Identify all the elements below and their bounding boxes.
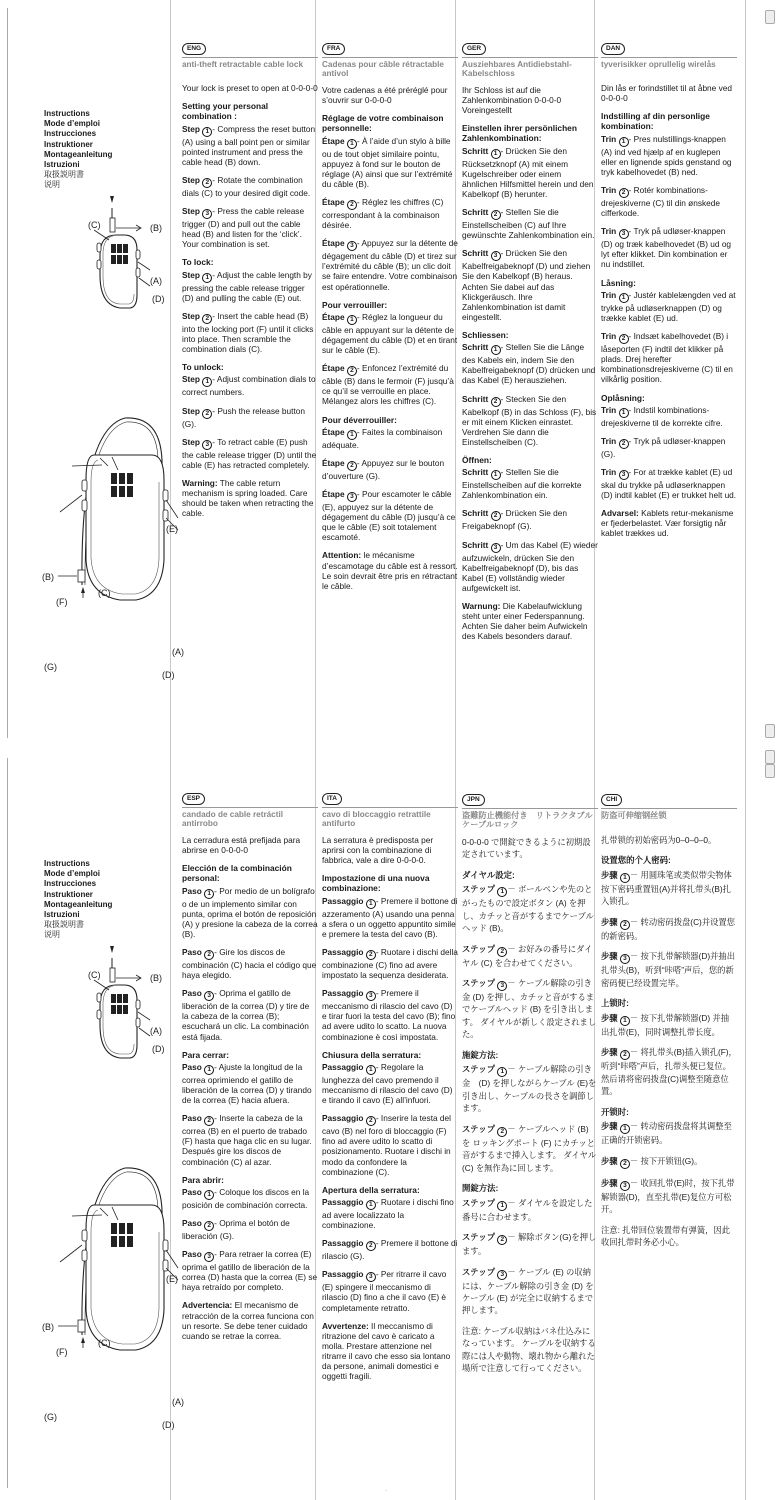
intro-text: La serratura è predisposta per aprirsi con la combinazione di fabbrica, vale a dire 0-0-0-0.: [322, 834, 434, 866]
step-text: Step 2 - Insert the cable head (B) into the locking port (F) until it clicks into place. Then scramble the combination dials (C).: [182, 310, 314, 355]
section-heading: Indstilling af din personlige kombination:: [601, 111, 710, 132]
step-text: 步骤 1 － 用圆珠笔或类似带尖物体按下密码重置钮(A)并将扎带头(B)扎入锁孔。: [601, 870, 732, 907]
step-text: Trin 1 - Pres nulstillings-knappen (A) ind ved hjælp af en kuglepen eller en lignende spids genstand og tryk kabelhovedet (B) ned.: [601, 133, 732, 177]
step-number-icon: 1: [497, 887, 507, 897]
product-title: Ausziehbares Antidiebstahl-Kabelschloss: [462, 57, 598, 79]
label-b2: (B): [42, 572, 54, 582]
intro-text: 扎带锁的初始密码为0–0–0–0。: [601, 835, 717, 845]
language-tag: JPN: [462, 794, 485, 806]
step-number-icon: 2: [366, 950, 376, 960]
lock-diagram-large: [58, 418, 178, 600]
lock-diagram-small: [94, 196, 150, 308]
step-number-icon: 2: [347, 366, 357, 376]
language-tag: FRA: [322, 43, 345, 55]
step-number-icon: 1: [202, 273, 212, 283]
step-number-icon: 1: [491, 470, 501, 480]
step-number-icon: 3: [366, 991, 376, 1001]
label-g: (G): [44, 662, 57, 672]
step-number-icon: 3: [620, 954, 630, 964]
step-text: Schritt 1 - Stellen Sie die Länge des Kabels ein, indem Sie den Kabelfreigabeknopf (D) drücken und das Kabel (E) herausziehen.: [462, 342, 596, 386]
step-number-icon: 2: [204, 950, 214, 960]
step-text: Paso 3 - Oprima el gatillo de liberación de la correa (D) y tire de la cabeza de la correa (B); escuchará un clic. La combinación está fijada.: [182, 988, 310, 1042]
step-text: ステップ 1 － ダイヤルを設定した番号に合わせます。: [462, 1197, 593, 1222]
intro-text: 0-0-0-0 で開錠できるように初期設定されています。: [462, 836, 591, 860]
step-text: 步骤 1 － 按下扎带解锁器(D) 并抽出扎带(E)，同时调整扎带长度。: [601, 1012, 730, 1037]
warning-text: Warnung: Die Kabelaufwicklung steht unter einer Federspannung. Achten Sie daher beim Aufwickeln des Kabels besonders darauf.: [462, 600, 588, 642]
step-number-icon: 2: [204, 1116, 214, 1126]
step-number-icon: 2: [491, 210, 501, 220]
step-number-icon: 1: [347, 315, 357, 325]
step-number-icon: 2: [620, 1159, 630, 1169]
section-heading: 开锁时:: [601, 1106, 629, 1117]
intro-text: La cerradura está prefijada para abrirse en 0-0-0-0: [182, 834, 301, 855]
step-number-icon: 3: [204, 991, 214, 1001]
step-text: Paso 2 - Oprima el botón de liberación (G).: [182, 1218, 290, 1241]
step-number-icon: 2: [202, 409, 212, 419]
step-number-icon: 3: [202, 440, 212, 450]
section-heading: 開錠方法:: [462, 1183, 499, 1194]
section-heading: ダイヤル設定:: [462, 869, 515, 880]
section-heading: Öffnen:: [462, 454, 492, 465]
step-text: ステップ 2 － お好みの番号にダイヤル (C) を合わせてください。: [462, 943, 593, 968]
step-text: Trin 1 - Justér kablelængden ved at trykke på udløserknappen (D) og trække kablet (E) ud.: [601, 289, 736, 323]
step-number-icon: 1: [497, 1067, 507, 1077]
label-b: (B): [150, 223, 162, 233]
step-number-icon: 1: [366, 1065, 376, 1075]
label-a: (A): [150, 1026, 162, 1036]
instructions-heading: Instructions Mode d’emploi Instrucciones Instruktioner Montageanleitung Istruzioni 取扱説明書 说明: [44, 859, 113, 940]
step-number-icon: 2: [620, 1050, 630, 1060]
step-number-icon: 1: [619, 293, 629, 303]
step-text: Schritt 2 - Stellen Sie die Einstellscheiben (C) auf Ihre gewünschte Zahlenkombination ein.: [462, 207, 595, 241]
column-jpn: [462, 792, 601, 1383]
step-number-icon: 1: [619, 408, 629, 418]
step-number-icon: 1: [620, 1016, 630, 1026]
product-title: cavo di bloccaggio retrattile antifurto: [322, 807, 458, 829]
step-number-icon: 1: [619, 137, 629, 147]
step-number-icon: 1: [347, 139, 357, 149]
step-number-icon: 3: [204, 1252, 214, 1262]
section-heading: Apertura della serratura:: [322, 1184, 420, 1195]
section-heading: Setting your personal combination :: [182, 101, 269, 122]
step-text: Step 3 - Press the cable release trigger (D) and pull out the cable head (B) and listen for the ‘click’. Your combination is set.: [182, 206, 305, 250]
label-c2: (C): [98, 588, 111, 598]
section-heading: To unlock:: [182, 362, 224, 373]
step-text: 步骤 1 － 转动密码拨盘将其调整至正确的开锁密码。: [601, 1121, 732, 1146]
step-text: Passaggio 2 - Inserire la testa del cavo (B) nel foro di bloccaggio (F) fino ad avere udito lo scatto di posizionamento. Ruotare i dischi in modo da confondere la combinazione (C).: [322, 1113, 451, 1177]
step-text: 步骤 2 － 按下开锁钮(G)。: [601, 1155, 703, 1167]
step-text: Paso 2 - Gire los discos de combinación (C) hacia el código que haya elegido.: [182, 946, 317, 981]
step-number-icon: 2: [497, 1235, 507, 1245]
step-number-icon: 3: [619, 470, 629, 480]
label-c2: (C): [98, 1338, 111, 1348]
step-text: Schritt 1 - Drücken Sie den Rücksetzknopf (A) mit einem Kugelschreiber oder einem ähnlichen Hilfsmittel herein und den Kabelkopf (B) herunter.: [462, 145, 594, 199]
label-e: (E): [166, 524, 178, 534]
section-heading: Para abrir:: [182, 1174, 224, 1185]
column-ger: [462, 42, 598, 649]
column-chi: [601, 792, 737, 1256]
label-g: (G): [44, 1412, 57, 1422]
column-esp: [182, 792, 318, 1349]
product-title: Cadenas pour câble rétractable antivol: [322, 57, 458, 79]
step-text: Étape 3 - Pour escamoter le câble (E), appuyez sur la détente de dégagement du câble (D) jusqu’à ce que le câble (E) soit totalement escamoté.: [322, 489, 456, 543]
warning-text: Attention: le mécanisme d’escamotage du câble est à ressort. Le soin devrait être pris en rétractant le câble.: [322, 550, 458, 591]
step-text: Paso 1 - Coloque los discos en la posición de combinación correcta.: [182, 1186, 310, 1210]
step-text: Passaggio 3 - Premere il meccanismo di rilascio del cavo (D) e tirar fuori la testa del cavo (B); fino ad avere udito lo scatto. La nuova combinazione è così impostata.: [322, 988, 456, 1042]
step-text: Passaggio 2 - Premere il bottone di rilascio (G).: [322, 1238, 458, 1262]
step-text: ステップ 2 － ケーブルヘッド (B) を ロッキングポート (F) にカチッと音がするまで挿入します。 ダイヤル (C) を無作為に回します。: [462, 1123, 597, 1173]
step-number-icon: 1: [204, 1190, 214, 1200]
section-heading: Pour verrouiller:: [322, 299, 388, 310]
step-number-icon: 3: [202, 209, 212, 219]
step-text: Step 3 - To retract cable (E) push the cable release trigger (D) until the cable (E) has retracted completely.: [182, 436, 317, 470]
column-dan: [601, 42, 737, 547]
intro-text: Votre cadenas a été préréglé pour s’ouvrir sur 0-0-0-0: [322, 84, 448, 105]
step-text: Trin 3 - For at trække kablet (E) ud skal du trykke på udløserknappen (D) indtil kablet (E) er trukket helt ud.: [601, 466, 737, 501]
step-text: Paso 2 - Inserte la cabeza de la correa (B) en el puerto de trabado (F) hasta que haga clic en su lugar. Después gire los discos de combinación (C) al azar.: [182, 1113, 312, 1167]
section-heading: Elección de la combinación personal:: [182, 863, 292, 884]
step-number-icon: 2: [620, 920, 630, 930]
label-f: (F): [56, 597, 68, 607]
lock-diagram: [40, 850, 190, 1432]
step-number-icon: 2: [347, 200, 357, 210]
step-number-icon: 3: [347, 492, 357, 502]
section-heading: Para cerrar:: [182, 1049, 230, 1060]
step-text: Step 2 - Push the release button (G).: [182, 405, 306, 429]
lock-diagram-small: [94, 946, 150, 1058]
step-text: Passaggio 2 - Ruotare i dischi della combinazione (C) fino ad avere impostato la sequenza desiderata.: [322, 946, 458, 981]
step-number-icon: 3: [491, 543, 501, 553]
step-text: Schritt 2 - Drücken Sie den Freigabeknopf (G).: [462, 508, 568, 532]
section-heading: Schliessen:: [462, 329, 509, 340]
step-text: Step 1 - Adjust the cable length by pressing the cable release trigger (D) and pulling the cable (E) out.: [182, 269, 312, 303]
step-number-icon: 1: [204, 1065, 214, 1075]
step-number-icon: 1: [366, 1200, 376, 1210]
step-text: Schritt 3 - Um das Kabel (E) wieder aufzuwickeln, drücken Sie den Kabelfreigabeknopf (D), bis das Kabel (E) vollständig wieder aufgewickelt ist.: [462, 539, 598, 593]
instructions-heading: Instructions Mode d’emploi Instrucciones Instruktioner Montageanleitung Istruzioni 取扱説明書 说明: [44, 109, 113, 190]
intro-text: Ihr Schloss ist auf die Zahlenkombination 0-0-0-0 Voreingestellt: [462, 84, 562, 116]
lock-diagram-large: [58, 1168, 178, 1350]
step-text: Passaggio 3 - Per ritrarre il cavo (E) spingere il meccanismo di rilascio (D) fino a che il cavo (E) è completamente retratto.: [322, 1269, 447, 1313]
step-text: Étape 1 - À l’aide d’un stylo à bille ou de tout objet similaire pointu, appuyez à fond sur le bouton de réglage (A) ainsi que sur l’extrémité du câble (B).: [322, 135, 453, 189]
step-number-icon: 3: [497, 981, 507, 991]
step-number-icon: 3: [620, 1181, 630, 1191]
section-heading: Oplåsning:: [601, 392, 645, 403]
product-title: anti-theft retractable cable lock: [182, 57, 318, 77]
step-number-icon: 3: [497, 1270, 507, 1280]
language-tag: DAN: [601, 43, 625, 55]
section-heading: 上锁时:: [601, 998, 629, 1009]
step-number-icon: 1: [620, 1124, 630, 1134]
step-text: Étape 2 - Appuyez sur le bouton d’ouverture (G).: [322, 457, 445, 481]
step-text: Step 1 - Adjust combination dials to correct numbers.: [182, 374, 316, 398]
label-d: (D): [152, 294, 165, 304]
step-text: Trin 3 - Tryk på udløser-knappen (D) og træk kabelhovedet (B) ud og lyt efter klikket. Din kombination er nu indstillet.: [601, 226, 732, 270]
section-heading: Réglage de votre combinaison personnelle:: [322, 113, 444, 134]
step-number-icon: 3: [619, 229, 629, 239]
step-text: Trin 2 - Rotér kombinations-drejeskiverne (C) til din ønskede cifferkode.: [601, 185, 720, 219]
step-text: 步骤 2 － 转动密码拨盘(C)并设置您的新密码。: [601, 916, 736, 941]
step-text: Step 2 - Rotate the combination dials (C) to your desired digit code.: [182, 174, 311, 198]
step-text: Schritt 2 - Stecken Sie den Kabelkopf (B) in das Schloss (F), bis er mit einem Klicken einrastet. Verdrehen Sie dann die Einstellscheiben (C).: [462, 393, 597, 447]
step-number-icon: 1: [497, 1201, 507, 1211]
step-number-icon: 3: [491, 251, 501, 261]
product-title: tyverisikker oprullelig wirelås: [601, 57, 737, 77]
step-number-icon: 2: [619, 188, 629, 198]
warning-text: Advertencia: El mecanismo de retracción de la correa funciona con un resorte. Se debe tener cuidado cuando se retrae la correa.: [182, 1300, 314, 1341]
step-text: Paso 3 - Para retraer la correa (E) oprima el gatillo de liberación de la correa (D) hasta que la correa (E) se haya retraído por completo.: [182, 1249, 318, 1293]
language-tag: GER: [462, 43, 486, 55]
warning-text: Advarsel: Kablets retur-mekanisme er fjederbelastet. Vær forsigtig når kablet trækkes ud.: [601, 508, 734, 539]
label-d: (D): [152, 1044, 165, 1054]
step-number-icon: 2: [366, 1241, 376, 1251]
label-c: (C): [88, 220, 101, 230]
section-heading: Låsning:: [601, 277, 636, 288]
section-heading: To lock:: [182, 257, 214, 268]
step-text: Passaggio 1 - Premere il bottone di azzeramento (A) usando una penna a sfera o un oggetto appuntito simile e premere la testa del cavo (B).: [322, 895, 458, 939]
label-d2: (D): [162, 670, 175, 680]
label-b2: (B): [42, 1322, 54, 1332]
step-text: ステップ 1 － ボールペンや先のとがったもので設定ボタン (A) を押し、カチッと音がするまでケーブルヘッド (B)。: [462, 884, 594, 934]
step-text: 步骤 3 － 按下扎带解锁器(D)并抽出扎带头(B)，听到“咔嗒”声后，您的新密码便已经设置完毕。: [601, 951, 736, 988]
product-title: 盗難防止機能付き リトラクタブル ケーブルロック: [462, 808, 598, 830]
step-text: Trin 2 - Tryk på udløser-knappen (G).: [601, 435, 726, 459]
step-number-icon: 2: [347, 461, 357, 471]
sheet-bottom: Instructions Mode d’emploi Instrucciones Instruktioner Montageanleitung Istruzioni 取扱説明書 说明 (C) (B) (A) (D) (E) (B) (C) (F) (G) (A) (D) ESP candado de cable retráctil antirrobo La cerradura está prefijada para abrirse en 0-0-0-0 Elección de la combinación personal: Paso 1 - Por medio de un bolígrafo o de un implemento similar con punta, oprima el botón de reposición (A) y presione la cabeza de la correa (B). Paso 2 - Gire los discos de combinación (C) hacia el código que haya elegido. Paso 3 - Oprima el gatillo de liberación de la correa (D) y tire de la cabeza de la correa (B); escuchará un clic. La combinación está fijada. Para cerrar: Paso 1 - Ajuste la longitud de la correa oprimiendo el gatillo de liberación de la correa (D) y tirando de la correa (E) hacia afuera. Paso 2 - Inserte la cabeza de la correa (B) en el puerto de trabado (F) hasta que haga clic en su lugar. Después gire los discos de combinación (C) al azar. Para abrir: Paso 1 - Coloque los discos en la posición de combinación correcta. Paso 2 - Oprima el botón de liberación (G). Paso 3 - Para retraer la correa (E) oprima el gatillo de liberación de la correa (D) hasta que la correa (E) se haya retraído por completo. Advertencia: El mecanismo de retracción de la correa funciona con un resorte. Se debe tener cuidado cuando se retrae la correa. ITA cavo di bloccaggio retrattile antifurto La serratura è predisposta per aprirsi con la combinazione di fabbrica, vale a dire 0-0-0-0. Impostazione di una nuova combinazione: Passaggio 1 - Premere il bottone di azzeramento (A) usando una penna a sfera o un oggetto appuntito simile e premere la testa del cavo (B). Passaggio 2 - Ruotare i dischi della combinazione (C) fino ad avere impostato la sequenza desiderata. Passaggio 3 - Premere il meccanismo di rilascio del cavo (D) e tirar fuori la testa del cavo (B); fino ad avere udito lo scatto. La nuova combinazione è così impostata. Chiusura della serratura: Passaggio 1 - Regolare la lunghezza del cavo premendo il meccanismo di rilascio del cavo (D) e tirando il cavo (E) all’infuori. Passaggio 2 - Inserire la testa del cavo (B) nel foro di bloccaggio (F) fino ad avere udito lo scatto di posizionamento. Ruotare i dischi in modo da confondere la combinazione (C). Apertura della serratura: Passaggio 1 - Ruotare i dischi fino ad avere localizzato la combinazione. Passaggio 2 - Premere il bottone di rilascio (G). Passaggio 3 - Per ritrarre il cavo (E) spingere il meccanismo di rilascio (D) fino a che il cavo (E) è completamente retratto. Avvertenze: Il meccanismo di ritrazione del cavo è caricato a molla. Prestare attenzione nel ritrarre il cavo che esso sia lontano da persone, animali domestici e oggetti fragili. JPN 盗難防止機能付き リトラクタブル ケーブルロック 0-0-0-0 で開錠できるように初期設定されています。 ダイヤル設定: ステップ 1 － ボールペンや先のとがったもので設定ボタン (A) を押し、カチッと音がするまでケーブルヘッド (B)。 ステップ 2 － お好みの番号にダイヤル (C) を合わせてください。 ステップ 3 － ケーブル解除の引き金 (D) を押し、カチッと音がするまでケーブルヘッド (B) を引き出します。 ダイヤルが新しく設定されました。 施錠方法: ステップ 1 － ケーブル解除の引き金 (D) を押しながらケーブル (E)を引き出し、ケーブルの長さを調節します。 ステップ 2 － ケーブルヘッド (B) を ロッキングポート (F) にカチッと音がするまで挿入します。 ダイヤル (C) を無作為に回します。 開錠方法: ステップ 1 － ダイヤルを設定した番号に合わせます。 ステップ 2 － 解除ボタン(G)を押します。 ステップ 3 － ケーブル (E) の収納には、ケーブル解除の引き金 (D) を ケーブル (E) が完全に収納するまで押します。 注意: ケーブル収納はバネ仕込みになっています。 ケーブルを収納する際には人や動物、壊れ物から離れた場所で注意して行ってください。 CHI 防盗可伸缩钢丝锁 扎带锁的初始密码为0–0–0–0。 设置您的个人密码: 步骤 1 － 用圆珠笔或类似带尖物体按下密码重置钮(A)并将扎带头(B)扎入锁孔。 步骤 2 － 转动密码拨盘(C)并设置您的新密码。 步骤 3 － 按下扎带解锁器(D)并抽出扎带头(B)，听到“咔嗒”声后，您的新密码便已经设置完毕。 上锁时: 步骤 1 － 按下扎带解锁器(D) 并抽出扎带(E)，同时调整扎带长度。 步骤 2 － 将扎带头(B)插入锁孔(F)，听到“咔嗒”声后，扎带头便已复位。然后请将密码拨盘(C)调整至随意位置。 开锁时: 步骤 1 － 转动密码拨盘将其调整至正确的开锁密码。 步骤 2 － 按下开锁钮(G)。 步骤 3 － 收回扎带(E)时，按下扎带解锁器(D)，直至扎带(E)复位方可松开。 注意: 扎带回位装置带有弹簧，因此收回扎带时务必小心。 ·: [0, 750, 776, 1500]
step-text: Step 1 - Compress the reset button (A) using a ball point pen or similar pointed instrument and press the cable head (B) down.: [182, 123, 316, 167]
step-number-icon: 1: [347, 430, 357, 440]
step-number-icon: 2: [366, 1116, 376, 1126]
step-number-icon: 2: [619, 439, 629, 449]
step-text: Étape 2 - Réglez les chiffres (C) correspondant à la combinaison désirée.: [322, 196, 444, 231]
section-heading: Einstellen ihrer persönlichen Zahlenkombination:: [462, 123, 577, 144]
product-title: 防盗可伸缩钢丝锁: [601, 808, 737, 828]
step-number-icon: 1: [491, 149, 501, 159]
lock-diagram: [40, 100, 190, 682]
step-number-icon: 1: [202, 127, 212, 137]
label-b: (B): [150, 973, 162, 983]
step-number-icon: 1: [491, 345, 501, 355]
step-number-icon: 2: [497, 1127, 507, 1137]
label-a2: (A): [172, 647, 184, 657]
warning-text: 注意: ケーブル収納はバネ仕込みになっています。 ケーブルを収納する際には人や動物、壊れ物から離れた場所で注意して行ってください。: [462, 1325, 596, 1374]
column-eng: [182, 42, 318, 526]
section-heading: Chiusura della serratura:: [322, 1049, 422, 1060]
step-text: Étape 1 - Réglez la longueur du câble en appuyant sur la détente de dégagement du câble (D) et en tirant sur le câble (E).: [322, 311, 458, 356]
step-number-icon: 2: [204, 1221, 214, 1231]
step-number-icon: 1: [366, 899, 376, 909]
label-f: (F): [56, 1347, 68, 1357]
step-number-icon: 3: [366, 1272, 376, 1282]
step-text: Trin 1 - Indstil kombinations-drejeskiverne til de korrekte cifre.: [601, 404, 723, 428]
column-ita: [322, 792, 458, 1389]
step-number-icon: 1: [204, 889, 214, 899]
section-heading: Impostazione di una nuova combinazione:: [322, 873, 430, 894]
step-text: ステップ 2 － 解除ボタン(G)を押します。: [462, 1232, 597, 1257]
step-text: ステップ 1 － ケーブル解除の引き金 (D) を押しながらケーブル (E)を引き出し、ケーブルの長さを調節します。: [462, 1064, 597, 1114]
language-tag: ESP: [182, 793, 205, 805]
intro-text: Din lås er forindstillet til at åbne ved 0-0-0-0: [601, 83, 732, 104]
label-a: (A): [150, 276, 162, 286]
step-text: 步骤 2 － 将扎带头(B)插入锁孔(F)，听到“咔嗒”声后，扎带头便已复位。然后请将密码拨盘(C)调整至随意位置。: [601, 1047, 737, 1097]
step-text: Étape 3 - Appuyez sur la détente de dégagement du câble (D) et tirez sur l’extrémité du câble (B); un clic doit se faire entendre. Votre combinaison est opérationnelle.: [322, 238, 458, 292]
step-number-icon: 3: [347, 241, 357, 251]
step-text: Trin 2 - Indsæt kabelhovedet (B) i låseporten (F) indtil det klikker på plads. Drej herefter kombinationsdrejeskiverne (C) til en vilkårlig position.: [601, 331, 733, 385]
section-heading: 设置您的个人密码:: [601, 855, 671, 866]
section-heading: Pour déverrouiller:: [322, 414, 397, 425]
step-text: ステップ 3 － ケーブル (E) の収納には、ケーブル解除の引き金 (D) を ケーブル (E) が完全に収納するまで押します。: [462, 1266, 594, 1316]
step-text: Schritt 3 - Drücken Sie den Kabelfreigabeknopf (D) und ziehen Sie den Kabelkopf (B) heraus. Achten Sie dabei auf das Klickgeräusch. Ihre Zahlenkombination ist damit eingestellt.: [462, 248, 591, 322]
label-d2: (D): [162, 1420, 175, 1430]
step-text: Étape 1 - Faites la combinaison adéquate.: [322, 426, 443, 450]
language-tag: ENG: [182, 43, 206, 55]
step-text: ステップ 3 － ケーブル解除の引き金 (D) を押し、カチッと音がするまでケーブルヘッド (B) を引き出します。 ダイヤルが新しく設定されました。: [462, 978, 597, 1040]
label-c: (C): [88, 970, 101, 980]
step-text: Passaggio 1 - Regolare la lunghezza del cavo premendo il meccanismo di rilascio del cavo (D) e tirando il cavo (E) all’infuori.: [322, 1061, 453, 1106]
step-number-icon: 1: [202, 377, 212, 387]
label-e: (E): [166, 1274, 178, 1284]
step-number-icon: 2: [202, 178, 212, 188]
language-tag: ITA: [322, 793, 342, 805]
step-number-icon: 1: [620, 873, 630, 883]
section-heading: 施錠方法:: [462, 1049, 499, 1060]
step-number-icon: 2: [202, 314, 212, 324]
step-text: Passaggio 1 - Ruotare i dischi fino ad avere localizzato la combinazione.: [322, 1197, 454, 1231]
step-text: Paso 1 - Ajuste la longitud de la correa oprimiendo el gatillo de liberación de la correa (D) y tirando de la correa (E) hacia afuera.: [182, 1061, 312, 1106]
language-tag: CHI: [601, 794, 622, 806]
step-number-icon: 2: [619, 334, 629, 344]
warning-text: Warning: The cable return mechanism is spring loaded. Care should be taken when retracting the cable.: [182, 477, 314, 519]
step-text: Paso 1 - Por medio de un bolígrafo o de un implemento similar con punta, oprima el botón de reposición (A) y presione la cabeza de la correa (B).: [182, 885, 318, 939]
warning-text: Avvertenze: Il meccanismo di ritrazione del cavo è caricato a molla. Prestare attenzione nel ritrarre il cavo che esso sia lontano da persone, animali domestici e oggetti fragili.: [322, 1320, 451, 1382]
warning-text: 注意: 扎带回位装置带有弹簧，因此收回扎带时务必小心。: [601, 1224, 731, 1247]
column-fra: [322, 42, 458, 599]
step-number-icon: 2: [491, 397, 501, 407]
label-a2: (A): [172, 1397, 184, 1407]
step-text: Schritt 1 - Stellen Sie die Einstellscheiben auf die korrekte Zahlenkombination ein.: [462, 467, 582, 501]
product-title: candado de cable retráctil antirrobo: [182, 807, 318, 829]
step-text: 步骤 3 － 收回扎带(E)时，按下扎带解锁器(D)，直至扎带(E)复位方可松开。: [601, 1177, 735, 1215]
step-number-icon: 2: [497, 947, 507, 957]
step-text: Étape 2 - Enfoncez l’extrémité du câble (B) dans le fermoir (F) jusqu’à ce qu’il se verrouille en place. Mélangez alors les chiffres (C).: [322, 363, 454, 407]
intro-text: Your lock is preset to open at 0-0-0-0: [182, 83, 318, 93]
step-number-icon: 2: [491, 511, 501, 521]
